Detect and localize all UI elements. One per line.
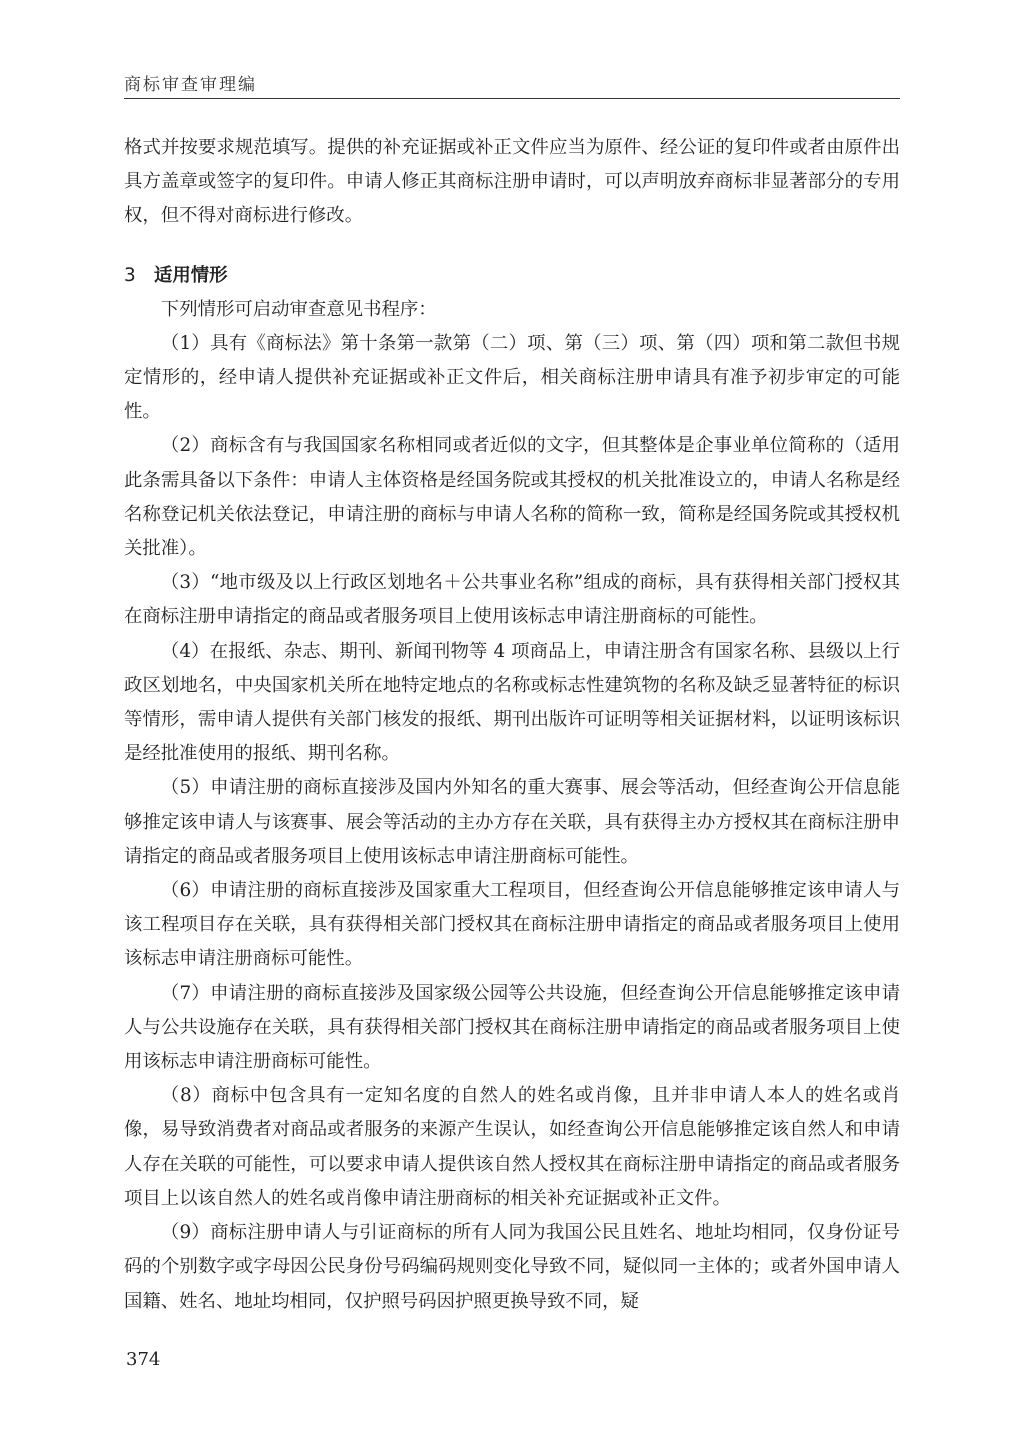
list-item-7: （7）申请注册的商标直接涉及国家级公园等公共设施，但经查询公开信息能够推定该申请人与公共设施存在关联，具有获得相关部门授权其在商标注册申请指定的商品或者服务项目上使用该标志申请注册商标可能性。 [124, 982, 900, 1073]
section-heading [124, 259, 900, 293]
list-item-4: （4）在报纸、杂志、期刊、新闻刊物等 4 项商品上，申请注册含有国家名称、县级以上行政区划地名，中央国家机关所在地特定地点的名称或标志性建筑物的名称及缺乏显著特征的标识等情形，需申请人提供有关部门核发的报纸、期刊出版许可证明等相关证据材料，以证明该标识是经批准使用的报纸、期刊名称。 [124, 640, 900, 765]
section-number: 3 [124, 264, 136, 286]
list-item-6: （6）申请注册的商标直接涉及国家重大工程项目，但经查询公开信息能够推定该申请人与该工程项目存在关联，具有获得相关部门授权其在商标注册申请指定的商品或者服务项目上使用该标志申请注册商标可能性。 [124, 880, 900, 970]
list-item-1: （1）具有《商标法》第十条第一款第（二）项、第（三）项、第（四）项和第二款但书规定情形的，经申请人提供补充证据或补正文件后，相关商标注册申请具有准予初步审定的可能性。 [124, 332, 900, 423]
page-number: 374 [126, 1349, 161, 1370]
list-item-3: （3）“地市级及以上行政区划地名＋公共事业名称”组成的商标，具有获得相关部门授权其在商标注册申请指定的商品或者服务项目上使用该标志申请注册商标的可能性。 [124, 572, 900, 628]
list-item-2: （2）商标含有与我国国家名称相同或者近似的文字，但其整体是企事业单位简称的（适用此条需具备以下条件：申请人主体资格是经国务院或其授权的机关批准设立的，申请人名称是经名称登记机关依法登记，申请注册的商标与申请人名称的简称一致，简称是经国务院或其授权机关批准）。 [124, 435, 900, 560]
section-lead: 下列情形可启动审查意见书程序： [160, 298, 437, 320]
page-body [124, 131, 900, 1319]
intro-paragraph: 格式并按要求规范填写。提供的补充证据或补正文件应当为原件、经公证的复印件或者由原件出具方盖章或签字的复印件。申请人修正其商标注册申请时，可以声明放弃商标非显著部分的专用权，但不得对商标进行修改。 [124, 137, 900, 227]
header-title: 商标审查审理编 [124, 75, 257, 95]
section-title: 适用情形 [154, 264, 228, 286]
list-item-8: （8）商标中包含具有一定知名度的自然人的姓名或肖像，且并非申请人本人的姓名或肖像，易导致消费者对商品或者服务的来源产生误认，如经查询公开信息能够推定该自然人和申请人存在关联的可能性，可以要求申请人提供该自然人授权其在商标注册申请指定的商品或者服务项目上以该自然人的姓名或肖像申请注册商标的相关补充证据或补正文件。 [124, 1085, 900, 1209]
running-header [124, 64, 900, 99]
list-item-5: （5）申请注册的商标直接涉及国内外知名的重大赛事、展会等活动，但经查询公开信息能够推定该申请人与该赛事、展会等活动的主办方存在关联，具有获得主办方授权其在商标注册申请指定的商品或者服务项目上使用该标志申请注册商标可能性。 [124, 777, 900, 867]
list-item-9: （9）商标注册申请人与引证商标的所有人同为我国公民且姓名、地址均相同，仅身份证号码的个别数字或字母因公民身份号码编码规则变化导致不同，疑似同一主体的；或者外国申请人国籍、姓名、地址均相同，仅护照号码因护照更换导致不同，疑 [124, 1222, 900, 1312]
